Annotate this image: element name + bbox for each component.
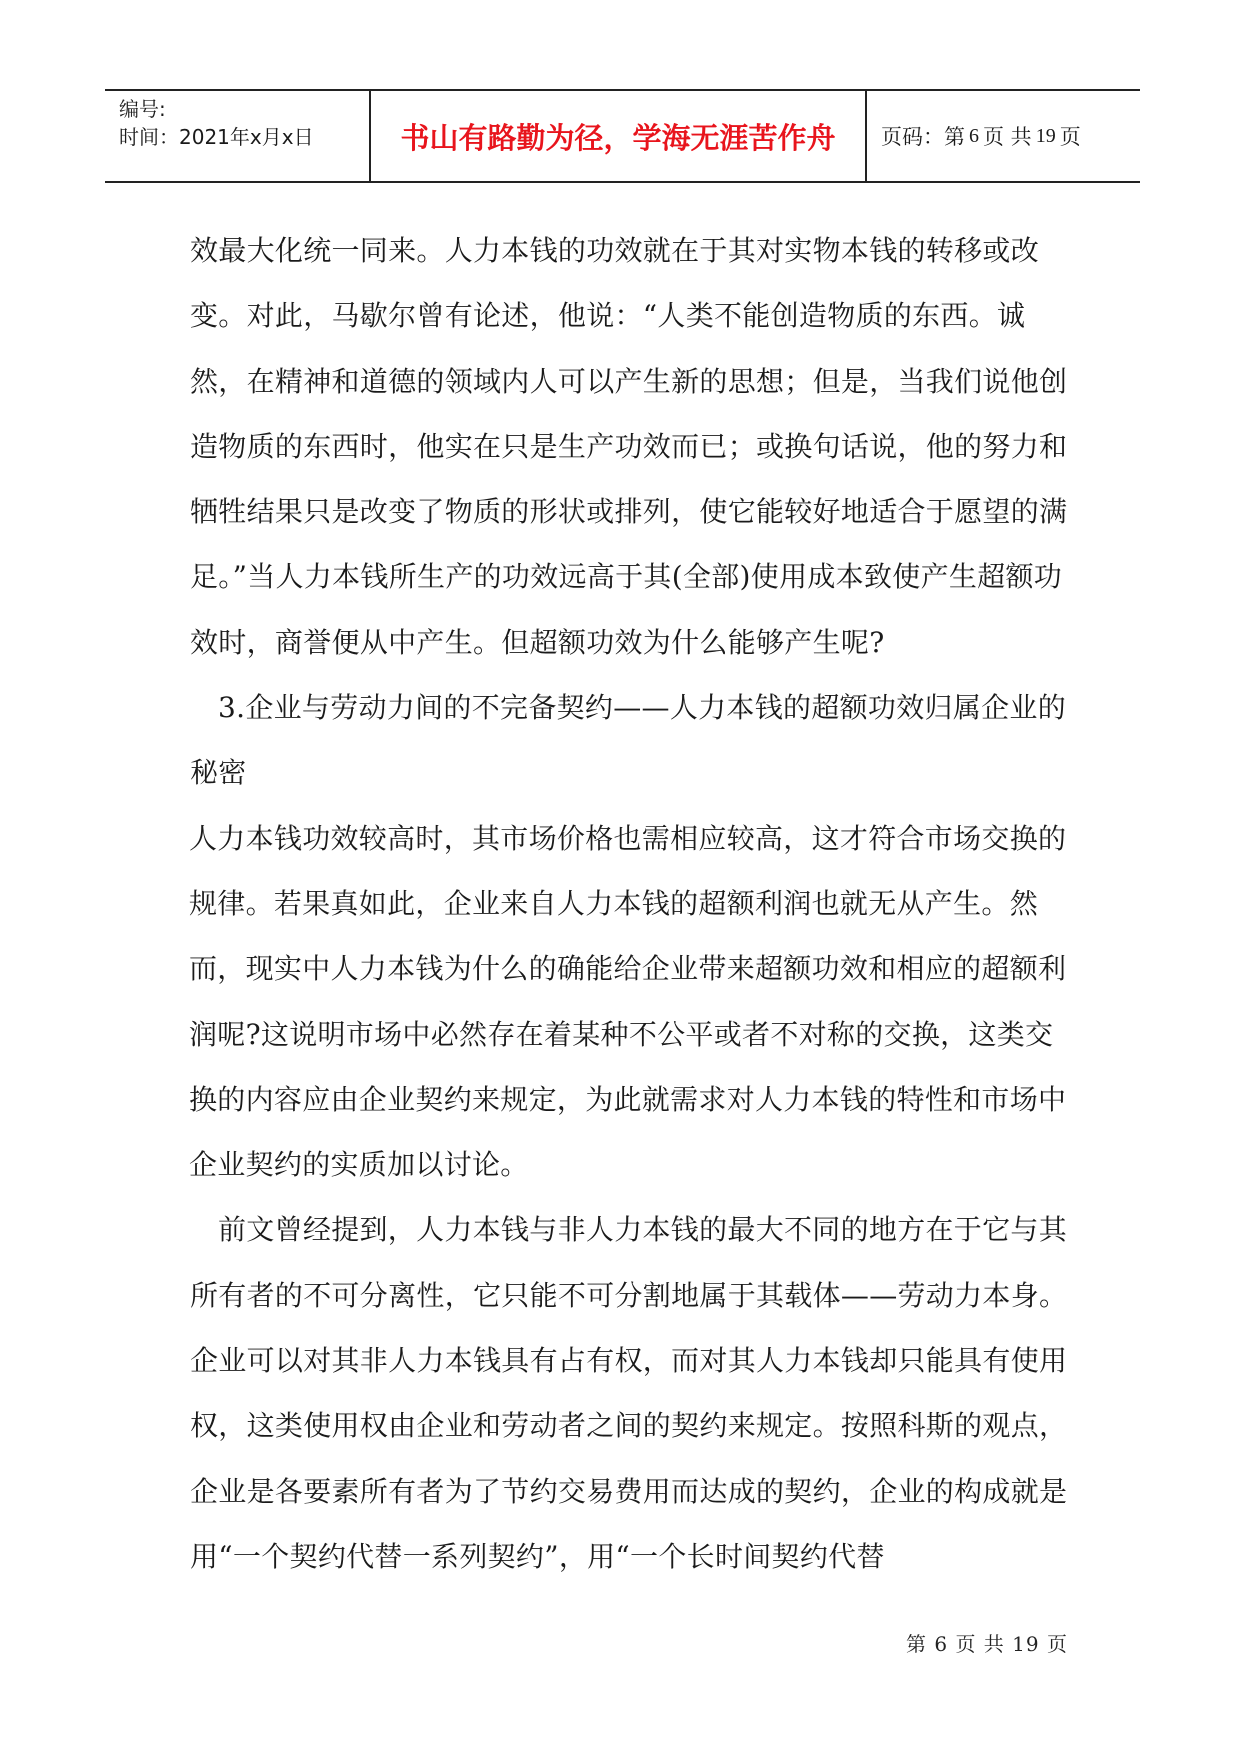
document-body	[190, 218, 1070, 1589]
header-left-cell	[105, 91, 371, 181]
page-total-number: 19	[1035, 124, 1056, 147]
page-label-prefix: 页码：第	[881, 125, 965, 149]
paragraph-2: 人力本钱功效较高时，其市场价格也需相应较高，这才符合市场交换的规律。若果真如此，企业来自人力本钱的超额利润也就无从产生。然而，现实中人力本钱为什么的确能给企业带来超额功效和相应的超额利润呢?这说明市场中必然存在着某种不公平或者不对称的交换，这类交换的内容应由企业契约来规定，为此就需求对人力本钱的特性和市场中企业契约的实质加以讨论。	[189, 821, 1067, 1182]
header-motto: 书山有路勤为径，学海无涯苦作舟	[371, 91, 867, 181]
page-current-number: 6	[969, 124, 979, 147]
page-label-middle: 页 共	[983, 125, 1032, 149]
paragraph-3: 前文曾经提到，人力本钱与非人力本钱的最大不同的地方在于它与其所有者的不可分离性，它只能不可分割地属于其载体——劳动力本身。企业可以对其非人力本钱具有占有权，而对其人力本钱却只能具有使用权，这类使用权由企业和劳动者之间的契约来规定。按照科斯的观点，企业是各要素所有者为了节约交易费用而达成的契约，企业的构成就是用“一个契约代替一系列契约”，用“一个长时间契约代替	[190, 1213, 1068, 1573]
page-footer: 第 6 页 共 19 页	[906, 1632, 1068, 1656]
paragraph-1: 效最大化统一同来。人力本钱的功效就在于其对实物本钱的转移或改变。对此，马歇尔曾有论述，他说：“人类不能创造物质的东西。诚然，在精神和道德的领域内人可以产生新的思想；但是，当我们说他创造物质的东西时，他实在只是生产功效而已；或换句话说，他的努力和牺牲结果只是改变了物质的形状或排列，使它能较好地适合于愿望的满足。”当人力本钱所生产的功效远高于其(全部)使用成本致使产生超额功效时，商誉便从中产生。但超额功效为什么能够产生呢?	[190, 234, 1068, 659]
page-label-suffix: 页	[1059, 125, 1081, 149]
section-heading: 3.企业与劳动力间的不完备契约——人力本钱的超额功效归属企业的秘密	[190, 691, 1067, 790]
document-date: 时间：2021年x月x日	[119, 125, 314, 149]
header-page-indicator	[867, 91, 1140, 181]
document-number-label: 编号:	[119, 97, 166, 121]
page-header	[105, 89, 1140, 183]
